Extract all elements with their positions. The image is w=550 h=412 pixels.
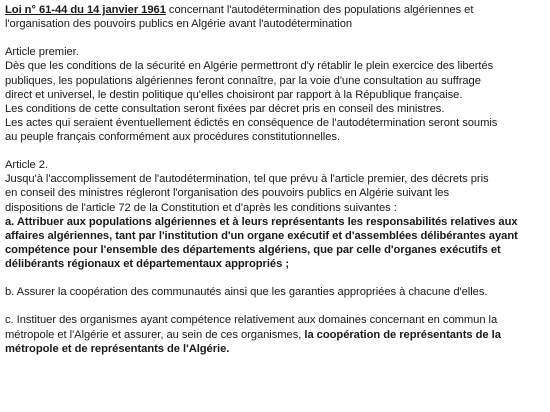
article-2-intro-line: dispositions de l'article 72 de la Constitution et d'après les conditions suivantes : [5,201,397,214]
article-1-line: publiques, les populations algériennes feront connaître, par la voie d'une consultation au suffrage [5,74,481,87]
point-c-line-3: métropole et de représentants de l'Algérie. [5,342,230,355]
point-a-line: affaires algériennes, tant par l'institution d'un organe exécutif et d'assemblées délibérantes ayant [5,229,518,242]
point-a-line: a. Attribuer aux populations algériennes et à leurs représentants les responsabilités relatives aux [5,215,518,228]
article-1-line: direct et universel, le destin politique qu'elles choisiront par rapport à la République française. [5,88,463,101]
point-c-line-2 [5,328,544,342]
spacer [5,144,544,158]
article-2-intro-line: Jusqu'à l'accomplissement de l'autodétermination, tel que prévu à l'article premier, des décrets pris [5,173,489,186]
title-text: concernant l'autodétermination des populations algériennes et [165,4,474,16]
point-c-text: métropole et l'Algérie et assurer, au sein de ces organismes, [5,328,305,341]
article-1-line: Les conditions de cette consultation seront fixées par décret pris en conseil des ministres. [5,102,445,115]
article-1-line: au peuple français conformément aux procédures constitutionnelles. [5,130,341,143]
article-2-intro-line: en conseil des ministres régleront l'organisation des pouvoirs publics en Algérie suivant les [5,187,449,200]
point-c-emphasis: la coopération de représentants de la [304,328,501,341]
article-1-heading: Article premier. [5,46,79,59]
document-title-line-1 [5,3,544,17]
spacer [5,31,544,45]
article-2-heading: Article 2. [5,159,49,172]
law-reference: Loi n° 61-44 du 14 janvier 1961 [5,4,166,16]
point-b: b. Assurer la coopération des communautés ainsi que les garanties appropriées à chacune d'elles. [5,286,488,299]
point-a-line: compétence pour l'ensemble des départements algériens, que par celle d'organes exécutifs et [5,243,501,256]
spacer [5,271,544,285]
point-a-line: délibérants régionaux et départementaux appropriés ; [5,257,289,270]
document-title-line-2: l'organisation des pouvoirs publics en Algérie avant l'autodétermination [5,18,353,31]
spacer [5,299,544,313]
article-1-line: Dès que les conditions de la sécurité en Algérie permettront d'y rétablir le plein exercice des libertés [5,60,494,73]
point-c-line-1: c. Instituer des organismes ayant compétence relativement aux domaines concernant en commun la [5,314,498,327]
article-1-line: Les actes qui seraient éventuellement édictés en conséquence de l'autodétermination seront soumis [5,116,498,129]
